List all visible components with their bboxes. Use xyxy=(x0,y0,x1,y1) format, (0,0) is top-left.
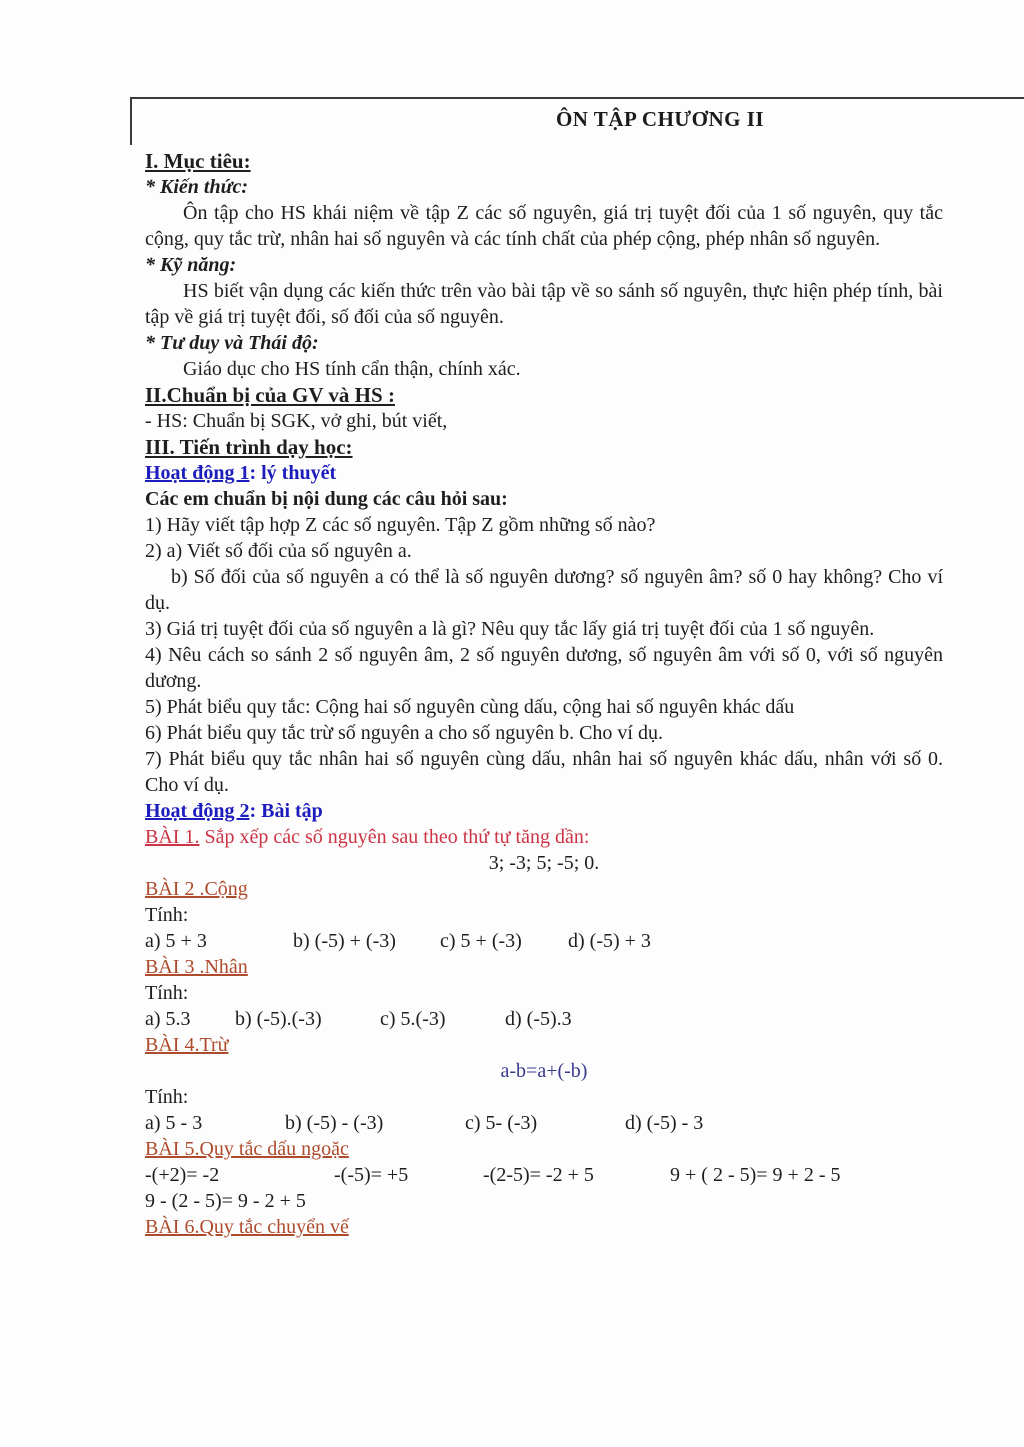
page-title: ÔN TẬP CHƯƠNG II xyxy=(555,107,765,131)
exercise-2-item-a: a) 5 + 3 xyxy=(145,930,207,952)
exercise-3-item-d: d) (-5).3 xyxy=(505,1008,572,1030)
exercise-4-item-b: b) (-5) - (-3) xyxy=(285,1112,384,1134)
section-heading-chuan-bi: II.Chuẩn bị của GV và HS : xyxy=(145,383,395,407)
exercise-4-heading: BÀI 4.Trừ xyxy=(145,1034,229,1056)
question-4: 4) Nêu cách so sánh 2 số nguyên âm, 2 số nguyên dương, số nguyên âm với số 0, với số nguyên dương. xyxy=(145,644,943,692)
kien-thuc-text: Ôn tập cho HS khái niệm về tập Z các số nguyên, giá trị tuyệt đối của 1 số nguyên, quy tắc cộng, quy tắc trừ, nhân hai số nguyên và các tính chất của phép cộng, phép nhân số nguyên. xyxy=(145,202,943,250)
section-heading-muc-tieu: I. Mục tiêu: xyxy=(145,149,251,173)
questions-intro: Các em chuẩn bị nội dung các câu hỏi sau: xyxy=(145,488,508,510)
question-3: 3) Giá trị tuyệt đối của số nguyên a là gì? Nêu quy tắc lấy giá trị tuyệt đối của 1 số nguyên. xyxy=(145,618,875,640)
exercise-3-item-b: b) (-5).(-3) xyxy=(235,1008,322,1030)
activity-1-label: Hoạt động 1 xyxy=(145,462,250,484)
kien-thuc-label: * Kiến thức: xyxy=(145,176,249,198)
ky-nang-label: * Kỹ năng: xyxy=(145,254,237,276)
exercise-1-label: BÀI 1. xyxy=(145,826,200,848)
exercise-1-numbers: 3; -3; 5; -5; 0. xyxy=(488,852,600,874)
exercise-3-item-c: c) 5.(-3) xyxy=(380,1008,446,1030)
exercise-5-item-1: -(+2)= -2 xyxy=(145,1164,220,1186)
question-1: 1) Hãy viết tập hợp Z các số nguyên. Tập Z gồm những số nào? xyxy=(145,514,656,536)
exercise-4-tinh-label: Tính: xyxy=(145,1086,189,1108)
tu-duy-text: Giáo dục cho HS tính cẩn thận, chính xác. xyxy=(183,358,521,380)
exercise-4-item-c: c) 5- (-3) xyxy=(465,1112,538,1134)
exercise-5-heading: BÀI 5.Quy tắc dấu ngoặc xyxy=(145,1138,349,1160)
exercise-3-tinh-label: Tính: xyxy=(145,982,189,1004)
exercise-4-formula: a-b=a+(-b) xyxy=(500,1060,588,1082)
exercise-5-item-4: 9 + ( 2 - 5)= 9 + 2 - 5 xyxy=(670,1164,841,1186)
exercise-6-heading: BÀI 6.Quy tắc chuyển vế xyxy=(145,1216,349,1238)
question-2a: 2) a) Viết số đối của số nguyên a. xyxy=(145,540,412,562)
exercise-4-item-d: d) (-5) - 3 xyxy=(625,1112,704,1134)
exercise-4-items xyxy=(145,1110,943,1136)
exercise-3-items xyxy=(145,1006,943,1032)
chuan-bi-item: - HS: Chuẩn bị SGK, vở ghi, bút viết, xyxy=(145,410,448,432)
activity-2-label: Hoạt động 2 xyxy=(145,800,250,822)
exercise-1-title: Sắp xếp các số nguyên sau theo thứ tự tăng dần: xyxy=(199,826,590,848)
exercise-2-items xyxy=(145,928,943,954)
exercise-5-row-1 xyxy=(145,1162,943,1188)
document-body xyxy=(145,148,943,1240)
exercise-4-item-a: a) 5 - 3 xyxy=(145,1112,203,1134)
exercise-2-item-b: b) (-5) + (-3) xyxy=(293,930,396,952)
question-6: 6) Phát biểu quy tắc trừ số nguyên a cho số nguyên b. Cho ví dụ. xyxy=(145,722,663,744)
exercise-1-heading xyxy=(145,824,943,850)
exercise-5-row-2: 9 - (2 - 5)= 9 - 2 + 5 xyxy=(145,1190,306,1212)
question-7: 7) Phát biểu quy tắc nhân hai số nguyên cùng dấu, nhân hai số nguyên khác dấu, nhân với số 0. Cho ví dụ. xyxy=(145,748,943,796)
exercise-2-item-d: d) (-5) + 3 xyxy=(568,930,651,952)
exercise-2-tinh-label: Tính: xyxy=(145,904,189,926)
exercise-5-item-2: -(-5)= +5 xyxy=(334,1164,409,1186)
exercise-2-heading: BÀI 2 .Cộng xyxy=(145,878,248,900)
activity-1-suffix: : lý thuyết xyxy=(249,462,337,484)
tu-duy-label: * Tư duy và Thái độ: xyxy=(145,332,319,354)
ky-nang-text: HS biết vận dụng các kiến thức trên vào bài tập về so sánh số nguyên, thực hiện phép tính, bài tập về giá trị tuyệt đối, số đối của số nguyên. xyxy=(145,280,943,328)
question-2b: b) Số đối của số nguyên a có thể là số nguyên dương? số nguyên âm? số 0 hay không? Cho ví dụ. xyxy=(145,566,943,614)
exercise-2-item-c: c) 5 + (-3) xyxy=(440,930,522,952)
activity-2-heading xyxy=(145,798,943,824)
exercise-5-item-3: -(2-5)= -2 + 5 xyxy=(483,1164,594,1186)
activity-2-suffix: : Bài tập xyxy=(249,800,323,822)
section-heading-tien-trinh: III. Tiến trình dạy học: xyxy=(145,435,353,459)
question-5: 5) Phát biểu quy tắc: Cộng hai số nguyên cùng dấu, cộng hai số nguyên khác dấu xyxy=(145,696,795,718)
exercise-3-heading: BÀI 3 .Nhân xyxy=(145,956,248,978)
activity-1-heading xyxy=(145,460,943,486)
exercise-3-item-a: a) 5.3 xyxy=(145,1008,191,1030)
